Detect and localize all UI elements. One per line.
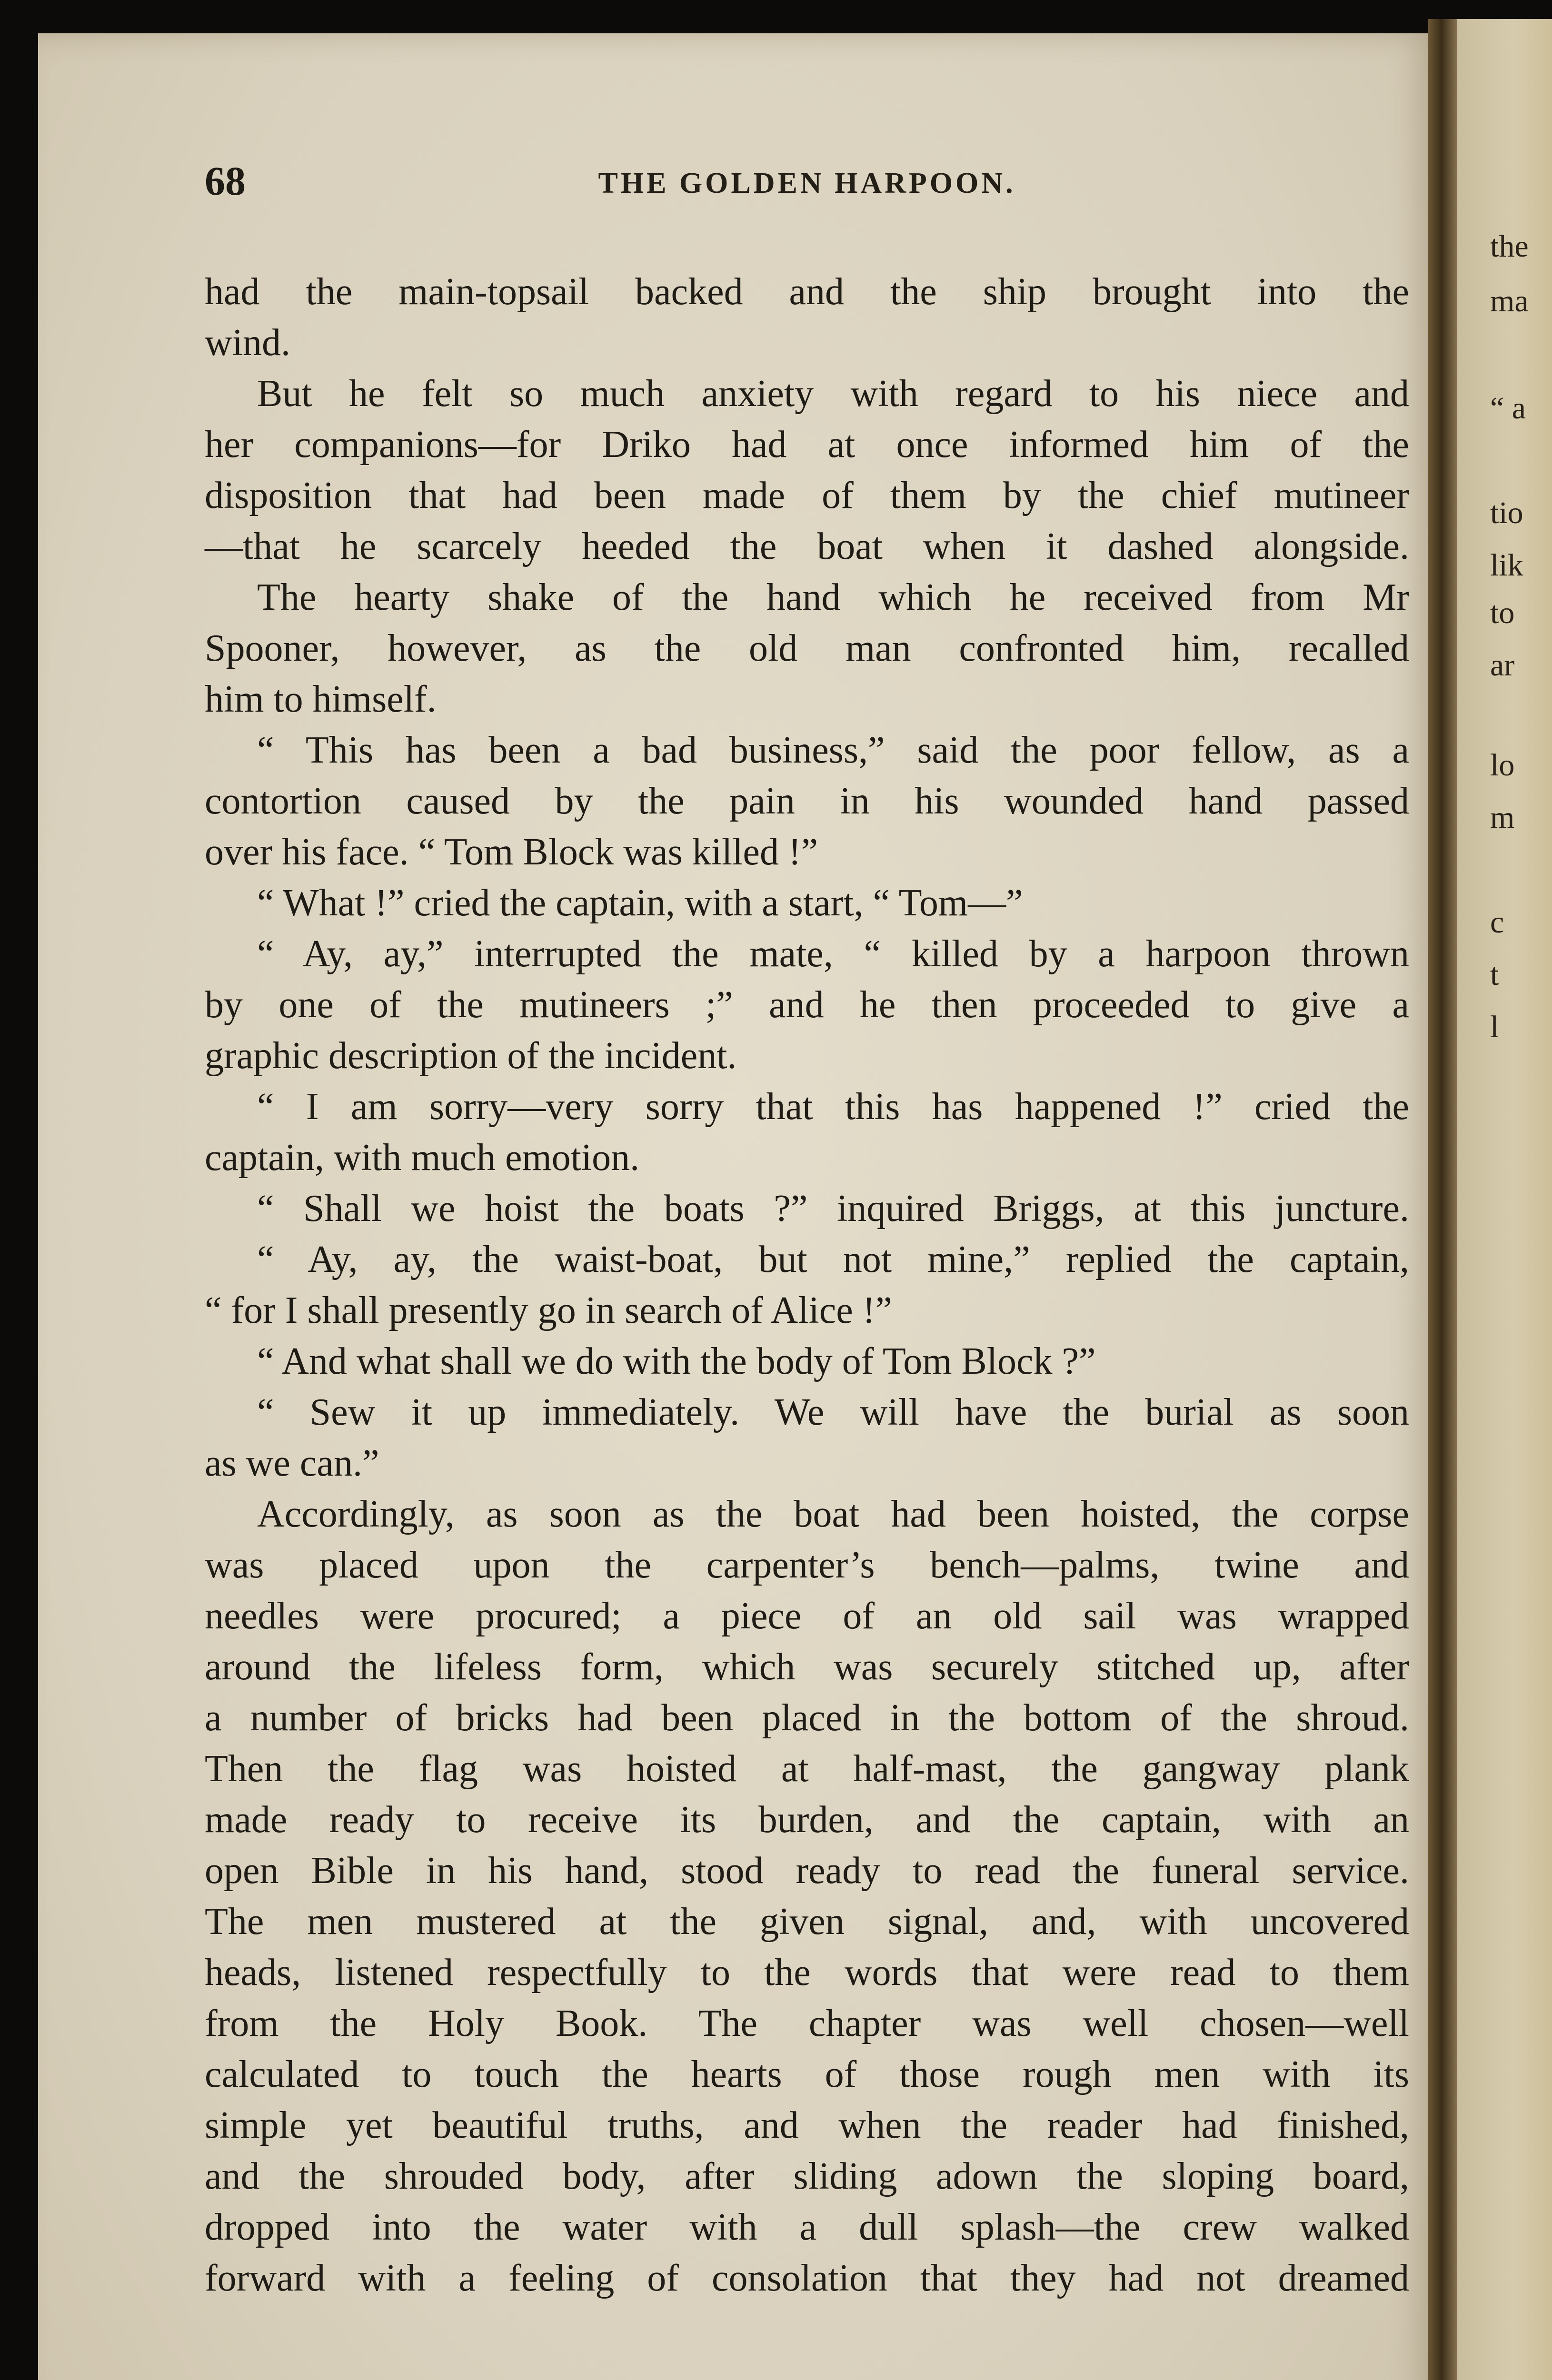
right-page-fragment: ma [1490,284,1529,318]
text-line: captain, with much emotion. [205,1137,640,1179]
text-line: around the lifeless form, which was securely stitched up, after [205,1646,1409,1688]
text-line: as we can.” [205,1442,379,1484]
text-line: “ And what shall we do with the body of Tom Block ?” [257,1340,1096,1382]
right-page-fragment: lik [1490,548,1523,583]
text-line: was placed upon the carpenter’s bench—palms, twine and [205,1544,1409,1586]
right-page-fragment: “ a [1490,391,1526,426]
text-line: had the main-topsail backed and the ship brought into the [205,271,1409,313]
text-line: simple yet beautiful truths, and when the reader had finished, [205,2104,1409,2146]
text-line: him to himself. [205,678,437,720]
text-line: “ This has been a bad business,” said the poor fellow, as a [257,729,1409,771]
right-page-fragment: the [1490,229,1529,264]
text-line: disposition that had been made of them by the chief mutineer [205,475,1409,516]
right-page-fragment: ar [1490,648,1515,683]
text-line: “ Shall we hoist the boats ?” inquired Briggs, at this juncture. [257,1188,1409,1230]
text-line: Accordingly, as soon as the boat had been hoisted, the corpse [257,1493,1409,1535]
text-line: The men mustered at the given signal, and, with uncovered [205,1901,1409,1943]
text-line: “ I am sorry—very sorry that this has happened !” cried the [257,1086,1409,1128]
right-page-fragment: to [1490,595,1515,630]
text-line: Spooner, however, as the old man confronted him, recalled [205,627,1409,669]
text-line: by one of the mutineers ;” and he then proceeded to give a [205,984,1409,1026]
page-header [205,157,1409,214]
text-line: from the Holy Book. The chapter was well chosen—well [205,2003,1409,2044]
text-line: her companions—for Driko had at once informed him of the [205,424,1409,466]
text-line: Then the flag was hoisted at half-mast, the gangway plank [205,1748,1409,1790]
running-title: THE GOLDEN HARPOON. [598,167,1016,199]
right-page-fragment: c [1490,905,1504,940]
text-line: dropped into the water with a dull splash—the crew walked [205,2206,1409,2248]
text-line: open Bible in his hand, stood ready to read the funeral service. [205,1850,1409,1892]
right-page-edge [1457,19,1552,2380]
text-line: “ Sew it up immediately. We will have the burial as soon [257,1391,1409,1433]
text-line: over his face. “ Tom Block was killed !” [205,831,818,873]
right-page-fragment: lo [1490,748,1515,783]
page-number: 68 [205,158,246,204]
text-line: a number of bricks had been placed in the bottom of the shroud. [205,1697,1409,1739]
right-page-fragment: tio [1490,496,1523,530]
text-line: “ Ay, ay,” interrupted the mate, “ killed by a harpoon thrown [257,933,1409,975]
text-line: and the shrouded body, after sliding adown the sloping board, [205,2155,1409,2197]
right-page-fragment: m [1490,800,1515,835]
body-text [205,267,1409,2304]
text-line: “ What !” cried the captain, with a start, “ Tom—” [257,882,1023,924]
text-line: calculated to touch the hearts of those rough men with its [205,2053,1409,2095]
text-line: “ for I shall presently go in search of Alice !” [205,1289,892,1331]
right-page-fragment: l [1490,1010,1499,1044]
text-line: forward with a feeling of consolation that they had not dreamed [205,2257,1409,2299]
text-line: contortion caused by the pain in his wounded hand passed [205,780,1409,822]
text-line: needles were procured; a piece of an old sail was wrapped [205,1595,1409,1637]
text-line: made ready to receive its burden, and the captain, with an [205,1799,1409,1841]
text-line: graphic description of the incident. [205,1035,737,1077]
text-line: —that he scarcely heeded the boat when it dashed alongside. [205,526,1409,567]
right-page-fragment: t [1490,957,1499,992]
text-line: heads, listened respectfully to the words that were read to them [205,1952,1409,1993]
text-line: wind. [205,322,290,364]
text-line: The hearty shake of the hand which he received from Mr [257,576,1409,618]
text-line: But he felt so much anxiety with regard to his niece and [257,373,1409,415]
text-line: “ Ay, ay, the waist-boat, but not mine,” replied the captain, [257,1239,1409,1280]
